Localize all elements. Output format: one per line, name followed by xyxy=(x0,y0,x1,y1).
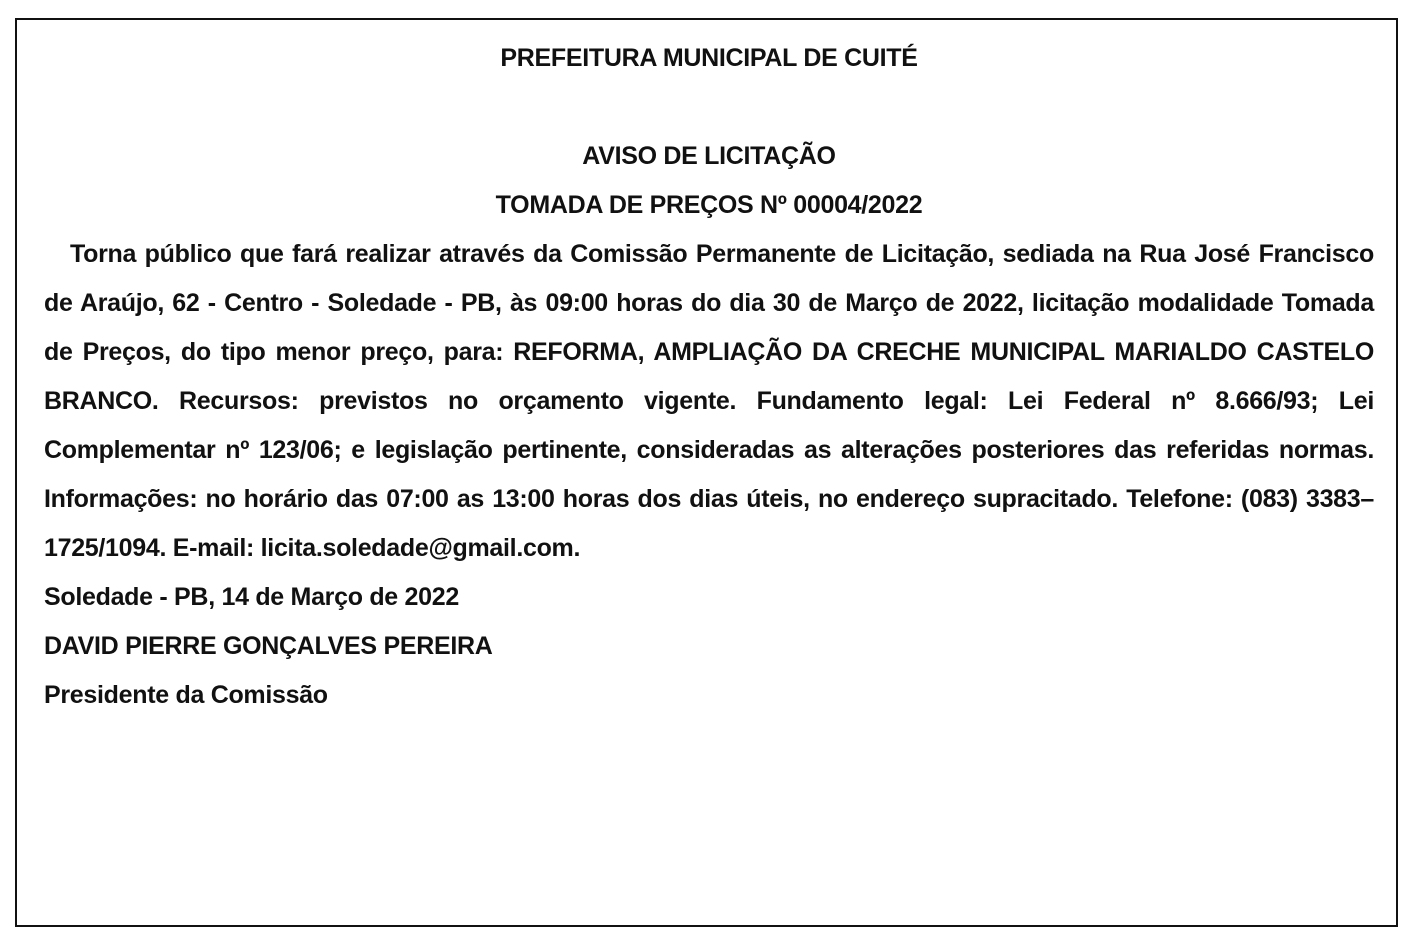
notice-body: Torna público que fará realizar através da Comissão Permanente de Licitação, sediada na Rua José Francisco de Araújo, 62 - Centro - Soledade - PB, às 09:00 horas do dia 30 de Março de 2022, licitação modalidade Tomada de Preços, do tipo menor preço, para: REFORMA, AMPLIAÇÃO DA CRECHE MUNICIPAL MARIALDO CASTELO BRANCO. Recursos: previstos no orçamento vigente. Fundamento legal: Lei Federal nº 8.666/93; Lei Complementar nº 123/06; e legislação pertinente, consideradas as alterações posteriores das referidas normas. Informações: no horário das 07:00 as 13:00 horas dos dias úteis, no endereço supracitado. Telefone: (083) 3383–1725/1094. E-mail: licita.soledade@gmail.com. xyxy=(44,240,1374,562)
process-number: TOMADA DE PREÇOS Nº 00004/2022 xyxy=(495,191,923,219)
signatory-name: DAVID PIERRE GONÇALVES PEREIRA xyxy=(44,632,493,660)
notice-content xyxy=(44,34,1374,720)
organization-heading: PREFEITURA MUNICIPAL DE CUITÉ xyxy=(500,44,918,72)
signatory-role: Presidente da Comissão xyxy=(44,681,328,709)
spacer xyxy=(44,83,1374,132)
place-date: Soledade - PB, 14 de Março de 2022 xyxy=(44,583,459,611)
notice-title: AVISO DE LICITAÇÃO xyxy=(582,142,836,170)
